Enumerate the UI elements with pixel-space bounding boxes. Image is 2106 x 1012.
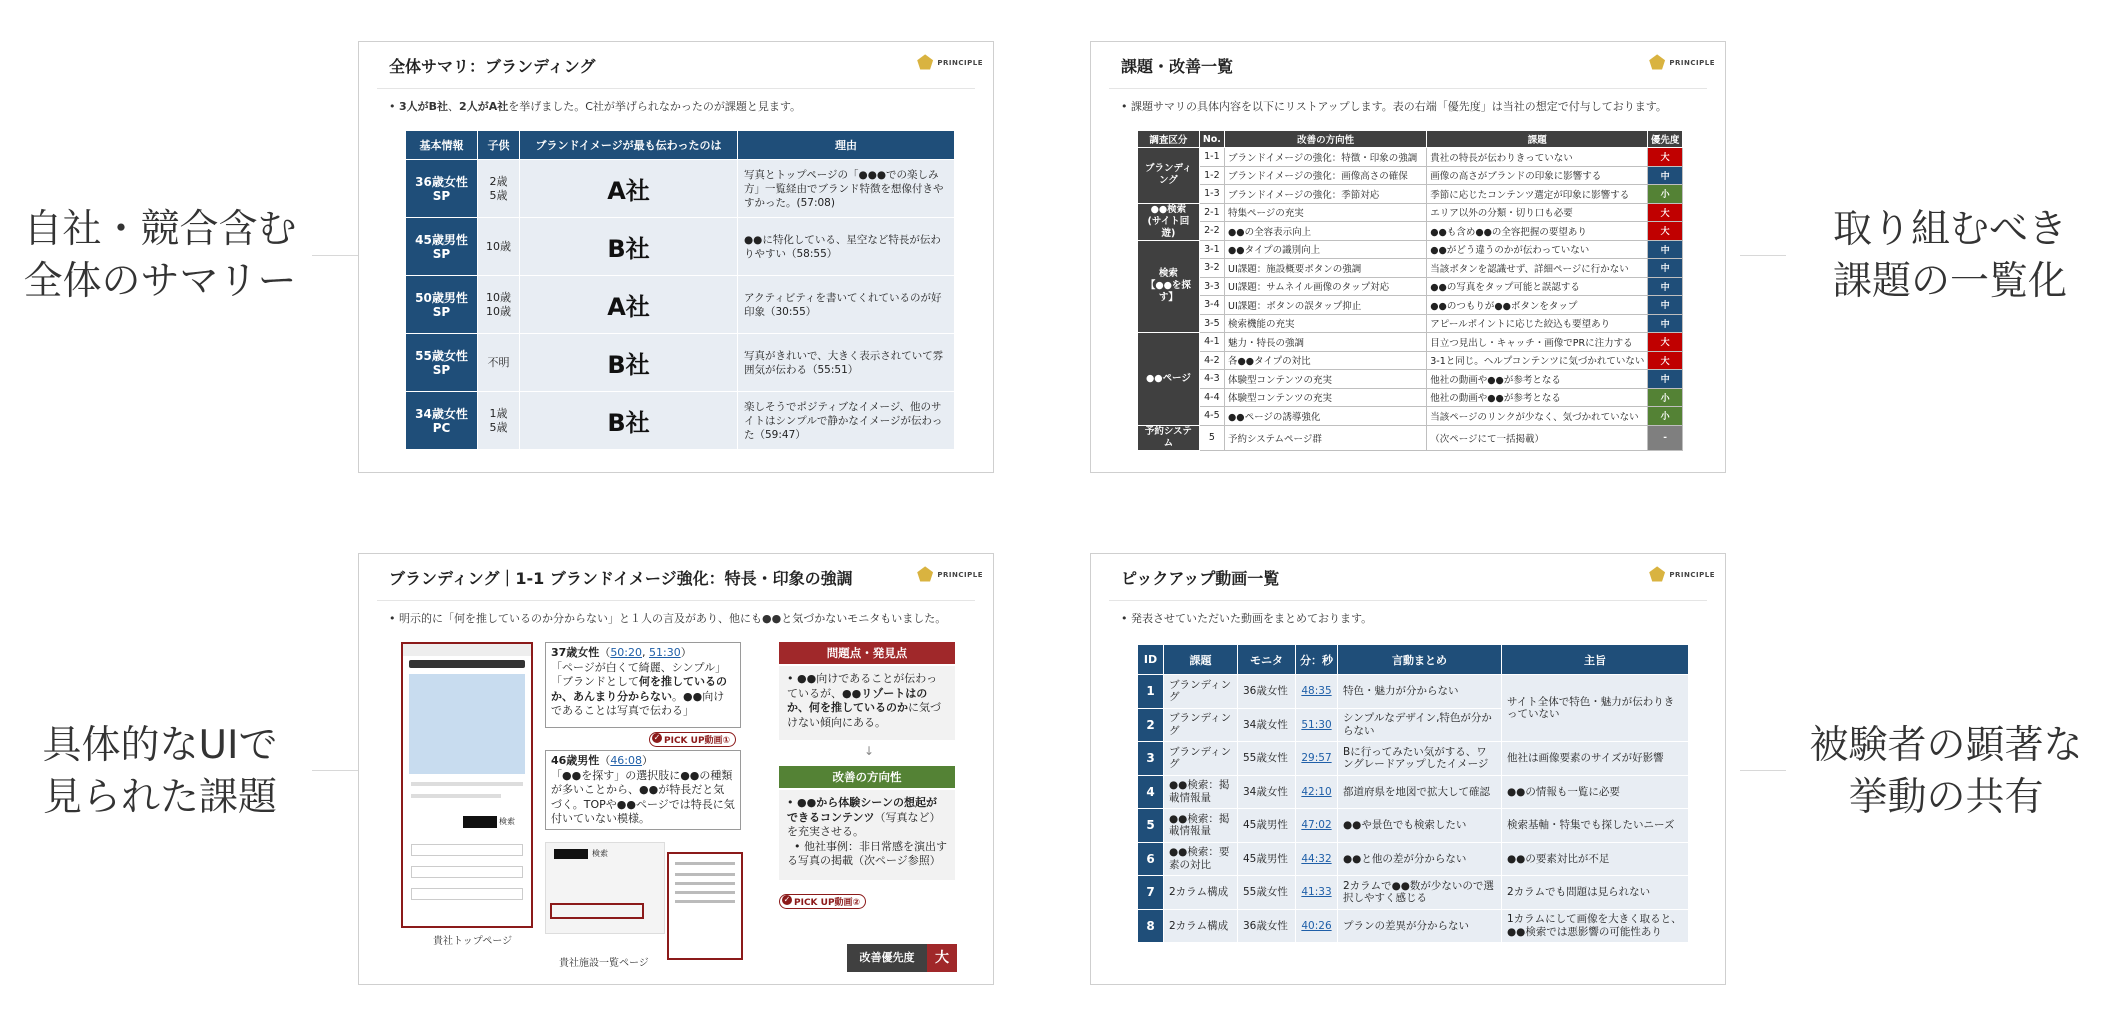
- priority-badge: 大: [1648, 333, 1683, 352]
- dropdown-screenshot: [667, 852, 743, 960]
- issue-issue-cell: ●●の写真をタップ可能と誤認する: [1427, 277, 1648, 296]
- pentagon-icon: ⬟: [916, 52, 934, 74]
- list-page-screenshot: [545, 842, 665, 934]
- divider: [1740, 770, 1786, 771]
- pickup-video-link[interactable]: ✓ PICK UP動画②: [779, 894, 866, 909]
- issue-dir-cell: 体験型コンテンツの充実: [1224, 388, 1426, 407]
- issue-no-cell: 2-2: [1199, 222, 1224, 241]
- table-row: [1138, 203, 1683, 222]
- issue-no-cell: 4-2: [1199, 351, 1224, 370]
- table-row: [1138, 333, 1683, 352]
- arrow-down-icon: ↓: [864, 744, 875, 758]
- slide-bullet: • 3人がB社、2人がA社を挙げました。C社が挙げられなかったのが課題と見ます。: [389, 100, 802, 113]
- table-row: [1138, 351, 1683, 370]
- table-row: [1138, 388, 1683, 407]
- phone-redacted-block: [463, 816, 497, 828]
- table-header: モニタ: [1238, 645, 1296, 675]
- top-page-screenshot: [401, 642, 533, 928]
- table-row: 1 ブランディング 36歳女性 48:35 特色・魅力が分からない サイト全体で特色・魅力が伝わりきっていない: [1138, 675, 1689, 709]
- quote-box: 37歳女性（50:20, 51:30） 「ページが白くて綺麗、シンプル」「ブランドとして何を推しているのか、あんまり分からない。●●向けであることは写真で伝わる」: [545, 642, 741, 728]
- issue-issue-cell: 当該ボタンを認識せず、詳細ページに行かない: [1427, 259, 1648, 278]
- improvement-body: • ●●から体験シーンの想起ができるコンテンツ（写真など）を充実させる。 • 他社事例：非日常感を演出する写真の掲載（次ページ参照）: [779, 790, 955, 880]
- priority-badge: -: [1648, 425, 1683, 450]
- timestamp-link[interactable]: 42:10: [1301, 785, 1332, 798]
- priority-value: 大: [927, 944, 957, 972]
- issue-dir-cell: 各●●タイプの対比: [1224, 351, 1426, 370]
- caption-ui-issues: 具体的なUIで 見られた課題: [42, 723, 278, 820]
- issue-dir-cell: 体験型コンテンツの充実: [1224, 370, 1426, 389]
- table-header: 理由: [738, 131, 955, 160]
- pentagon-icon: ⬟: [1648, 564, 1666, 586]
- quote-box: 46歳男性（46:08） 「●●を探す」の選択肢に●●の種類が多いことから、●●が特長だと気づく。TOPや●●ページでは特長に気付いていない模様。: [545, 750, 741, 830]
- issue-no-cell: 3-3: [1199, 277, 1224, 296]
- problem-body: • ●●向けであることが伝わっているが、●●リゾートはのか、何を推しているのかに気づけない傾向にある。: [779, 666, 955, 740]
- issue-issue-cell: 他社の動画や●●が参考となる: [1427, 370, 1648, 389]
- table-header: 分：秒: [1296, 645, 1338, 675]
- divider: [377, 600, 975, 601]
- issue-dir-cell: 予約システムページ群: [1224, 425, 1426, 450]
- issue-issue-cell: 目立つ見出し・キャッチ・画像でPRに注力する: [1427, 333, 1648, 352]
- principle-logo: ⬟ PRINCIPLE: [1648, 52, 1715, 74]
- table-row: [1138, 148, 1683, 167]
- priority-badge: 中: [1648, 370, 1683, 389]
- improvement-header: 改善の方向性: [779, 766, 955, 788]
- table-row: 45歳男性 SP 10歳 B社 ●●に特化している、星空など特長が伝わりやすい（58:55）: [406, 218, 955, 276]
- issue-issue-cell: 3-1と同じ。ヘルプコンテンツに気づかれていない: [1427, 351, 1648, 370]
- table-header: 主旨: [1502, 645, 1689, 675]
- priority-badge: [847, 944, 957, 972]
- table-row: 2 ブランディング 34歳女性 51:30 シンプルなデザイン,特色が分からない: [1138, 708, 1689, 742]
- table-header: 基本情報: [406, 131, 478, 160]
- phone-select: [411, 844, 523, 856]
- phone-redacted-block: [554, 849, 588, 859]
- slide-issue-list[interactable]: [1090, 41, 1726, 473]
- slide-summary[interactable]: [358, 41, 994, 473]
- issue-dir-cell: UI課題：サムネイル画像のタップ対応: [1224, 277, 1426, 296]
- phone-search-label: 検索: [499, 817, 515, 826]
- phone-text-line: [411, 794, 501, 798]
- priority-badge: 大: [1648, 203, 1683, 222]
- phone-select: [411, 866, 523, 878]
- issue-no-cell: 2-1: [1199, 203, 1224, 222]
- issue-no-cell: 1-1: [1199, 148, 1224, 167]
- table-row: 36歳女性 SP 2歳 5歳 A社 写真とトップページの「●●●での楽しみ方」一覧経由でブランド特徴を想像付きやすかった。(57:08): [406, 160, 955, 218]
- priority-badge: 小: [1648, 185, 1683, 204]
- table-row: [1138, 259, 1683, 278]
- table-row: [1138, 425, 1683, 450]
- priority-badge: 大: [1648, 222, 1683, 241]
- principle-logo: ⬟ PRINCIPLE: [916, 52, 983, 74]
- slide-bullet: • 発表させていただいた動画をまとめております。: [1121, 612, 1373, 625]
- caption-issue-list: 取り組むべき 課題の一覧化: [1832, 207, 2067, 304]
- table-row: [1138, 222, 1683, 241]
- problem-header: 問題点・発見点: [779, 642, 955, 664]
- table-row: [1138, 314, 1683, 333]
- pickup-video-link[interactable]: ✓ PICK UP動画①: [649, 732, 736, 747]
- phone-header: [403, 644, 531, 656]
- table-header: 調査区分: [1138, 131, 1200, 148]
- priority-badge: 大: [1648, 148, 1683, 167]
- table-row: [1138, 370, 1683, 389]
- category-cell: ブランディング: [1138, 148, 1200, 204]
- divider: [1109, 88, 1707, 89]
- table-header: 子供: [478, 131, 520, 160]
- slide-ui-issue[interactable]: [358, 553, 994, 985]
- pentagon-icon: ⬟: [1648, 52, 1666, 74]
- issue-issue-cell: エリア以外の分類・切り口も必要: [1427, 203, 1648, 222]
- priority-badge: 中: [1648, 166, 1683, 185]
- slide-title: ピックアップ動画一覧: [1121, 569, 1280, 588]
- table-row: 7 2カラム構成 55歳女性 41:33 2カラムで●●数が少ないので選択しやすく感じる 2カラムでも問題は見られない: [1138, 876, 1689, 910]
- issue-dir-cell: ブランドイメージの強化：季節対応: [1224, 185, 1426, 204]
- issue-issue-cell: 当該ページのリンクが少なく、気づかれていない: [1427, 407, 1648, 426]
- timestamp-link[interactable]: 48:35: [1301, 685, 1332, 697]
- slide-bullet: • 明示的に「何を推しているのか分からない」と１人の言及があり、他にも●●と気づかないモニタもいました。: [389, 612, 947, 625]
- divider: [312, 255, 358, 256]
- priority-badge: 中: [1648, 296, 1683, 315]
- table-header: 課題: [1164, 645, 1238, 675]
- priority-badge: 中: [1648, 240, 1683, 259]
- table-row: [1138, 296, 1683, 315]
- timestamp-link[interactable]: 40:26: [1301, 919, 1332, 932]
- issue-no-cell: 4-5: [1199, 407, 1224, 426]
- priority-badge: 中: [1648, 259, 1683, 278]
- timestamp-link[interactable]: 44:32: [1301, 852, 1332, 865]
- category-cell: ●●ページ: [1138, 333, 1200, 426]
- issue-dir-cell: 特集ページの充実: [1224, 203, 1426, 222]
- timestamp-link[interactable]: 51:30: [1301, 718, 1332, 731]
- table-header: No.: [1199, 131, 1224, 148]
- table-row: [1138, 277, 1683, 296]
- timestamp-link[interactable]: 47:02: [1301, 819, 1332, 831]
- divider: [377, 88, 975, 89]
- table-row: 6 ●●検索：要素の対比 45歳男性 44:32 ●●と他の差が分からない ●●の要素対比が不足: [1138, 842, 1689, 876]
- caption-summary: 自社・競合含む 全体のサマリー: [23, 207, 297, 304]
- slide-title: ブランディング｜1-1 ブランドイメージ強化：特長・印象の強調: [389, 569, 853, 588]
- issue-issue-cell: （次ページにて一括掲載）: [1427, 425, 1648, 450]
- priority-label: 改善優先度: [847, 944, 927, 972]
- issue-dir-cell: ブランドイメージの強化：画像高さの確保: [1224, 166, 1426, 185]
- divider: [1740, 255, 1786, 256]
- issue-dir-cell: 魅力・特長の強調: [1224, 333, 1426, 352]
- table-row: 34歳女性 PC 1歳 5歳 B社 楽しそうでポジティブなイメージ、他のサイトはシンプルで静かなイメージが伝わった（59:47）: [406, 392, 955, 450]
- issue-dir-cell: UI課題：ボタンの誤タップ抑止: [1224, 296, 1426, 315]
- issue-issue-cell: ●●がどう違うのかが伝わっていない: [1427, 240, 1648, 259]
- issue-table: [1137, 130, 1683, 451]
- screenshot-caption: 貴社施設一覧ページ: [559, 958, 649, 969]
- issue-issue-cell: 季節に応じたコンテンツ選定が印象に影響する: [1427, 185, 1648, 204]
- issue-issue-cell: ●●のつもりが●●ボタンをタップ: [1427, 296, 1648, 315]
- phone-search-label: 検索: [592, 849, 608, 858]
- priority-badge: 小: [1648, 407, 1683, 426]
- divider: [312, 770, 358, 771]
- slide-pickup-videos[interactable]: [1090, 553, 1726, 985]
- table-row: [1138, 407, 1683, 426]
- timestamp-link[interactable]: 29:57: [1301, 752, 1332, 764]
- priority-badge: 中: [1648, 314, 1683, 333]
- table-header: ブランドイメージが最も伝わったのは: [520, 131, 738, 160]
- phone-select: [411, 888, 523, 900]
- timestamp-link[interactable]: 41:33: [1301, 886, 1332, 898]
- issue-no-cell: 4-1: [1199, 333, 1224, 352]
- category-cell: 検索 【●●を探す】: [1138, 240, 1200, 333]
- highlighted-element: [550, 903, 644, 919]
- issue-no-cell: 5: [1199, 425, 1224, 450]
- dropdown-option: [675, 900, 735, 903]
- issue-no-cell: 4-4: [1199, 388, 1224, 407]
- issue-no-cell: 3-2: [1199, 259, 1224, 278]
- issue-dir-cell: ●●タイプの識別向上: [1224, 240, 1426, 259]
- dropdown-option: [675, 882, 735, 885]
- divider: [1109, 600, 1707, 601]
- issue-issue-cell: 画像の高さがブランドの印象に影響する: [1427, 166, 1648, 185]
- phone-text-line: [411, 782, 523, 786]
- video-table: [1137, 644, 1689, 943]
- screenshot-caption: 貴社トップページ: [433, 936, 513, 947]
- pentagon-icon: ⬟: [916, 564, 934, 586]
- issue-no-cell: 3-1: [1199, 240, 1224, 259]
- issue-dir-cell: ●●ページの誘導強化: [1224, 407, 1426, 426]
- table-header: ID: [1138, 645, 1164, 675]
- table-header: 改善の方向性: [1224, 131, 1426, 148]
- table-row: 8 2カラム構成 36歳女性 40:26 プランの差異が分からない 1カラムにして画像を大きく取ると、●●検索では悪影響の可能性あり: [1138, 909, 1689, 943]
- issue-no-cell: 4-3: [1199, 370, 1224, 389]
- issue-dir-cell: UI課題：施設概要ボタンの強調: [1224, 259, 1426, 278]
- slide-bullet: • 課題サマリの具体内容を以下にリストアップします。表の右端「優先度」は当社の想定で付与しております。: [1121, 100, 1667, 113]
- priority-badge: 中: [1648, 277, 1683, 296]
- dropdown-option: [675, 862, 735, 865]
- issue-dir-cell: ブランドイメージの強化：特徴・印象の強調: [1224, 148, 1426, 167]
- table-row: [1138, 185, 1683, 204]
- table-header: 言動まとめ: [1338, 645, 1502, 675]
- table-row: [1138, 240, 1683, 259]
- issue-no-cell: 3-5: [1199, 314, 1224, 333]
- phone-hero-image: [409, 674, 525, 774]
- issue-issue-cell: 他社の動画や●●が参考となる: [1427, 388, 1648, 407]
- dropdown-option: [675, 873, 735, 876]
- category-cell: 予約システム: [1138, 425, 1200, 450]
- issue-issue-cell: アピールポイントに応じた絞込も要望あり: [1427, 314, 1648, 333]
- priority-badge: 大: [1648, 351, 1683, 370]
- issue-no-cell: 3-4: [1199, 296, 1224, 315]
- slide-title: 課題・改善一覧: [1121, 57, 1234, 76]
- issue-no-cell: 1-2: [1199, 166, 1224, 185]
- issue-no-cell: 1-3: [1199, 185, 1224, 204]
- slide-title: 全体サマリ：ブランディング: [389, 57, 596, 76]
- issue-issue-cell: 貴社の特長が伝わりきっていない: [1427, 148, 1648, 167]
- issue-dir-cell: ●●の全容表示向上: [1224, 222, 1426, 241]
- table-row: 50歳男性 SP 10歳 10歳 A社 アクティビティを書いてくれているのが好印象（30:55）: [406, 276, 955, 334]
- summary-table: [405, 130, 955, 450]
- caption-behavior: 被験者の顕著な 挙動の共有: [1809, 723, 2083, 820]
- table-row: [1138, 166, 1683, 185]
- phone-search-bar: [409, 660, 525, 668]
- table-header: 課題: [1427, 131, 1648, 148]
- table-row: 4 ●●検索：掲載情報量 34歳女性 42:10 都道府県を地図で拡大して確認 ●●の情報も一覧に必要: [1138, 775, 1689, 809]
- table-row: 5 ●●検索：掲載情報量 45歳男性 47:02 ●●や景色でも検索したい 検索基軸・特集でも探したいニーズ: [1138, 809, 1689, 843]
- principle-logo: ⬟ PRINCIPLE: [916, 564, 983, 586]
- priority-badge: 小: [1648, 388, 1683, 407]
- table-header: 優先度: [1648, 131, 1683, 148]
- table-row: 55歳女性 SP 不明 B社 写真がきれいで、大きく表示されていて雰囲気が伝わる（55:51）: [406, 334, 955, 392]
- dropdown-option: [675, 891, 735, 894]
- table-row: 3 ブランディング 55歳女性 29:57 Bに行ってみたい気がする、ワングレードアップしたイメージ 他社は画像要素のサイズが好影響: [1138, 742, 1689, 776]
- principle-logo: ⬟ PRINCIPLE: [1648, 564, 1715, 586]
- issue-dir-cell: 検索機能の充実: [1224, 314, 1426, 333]
- issue-issue-cell: ●●も含め●●の全容把握の要望あり: [1427, 222, 1648, 241]
- category-cell: ●●検索 (サイト回遊): [1138, 203, 1200, 240]
